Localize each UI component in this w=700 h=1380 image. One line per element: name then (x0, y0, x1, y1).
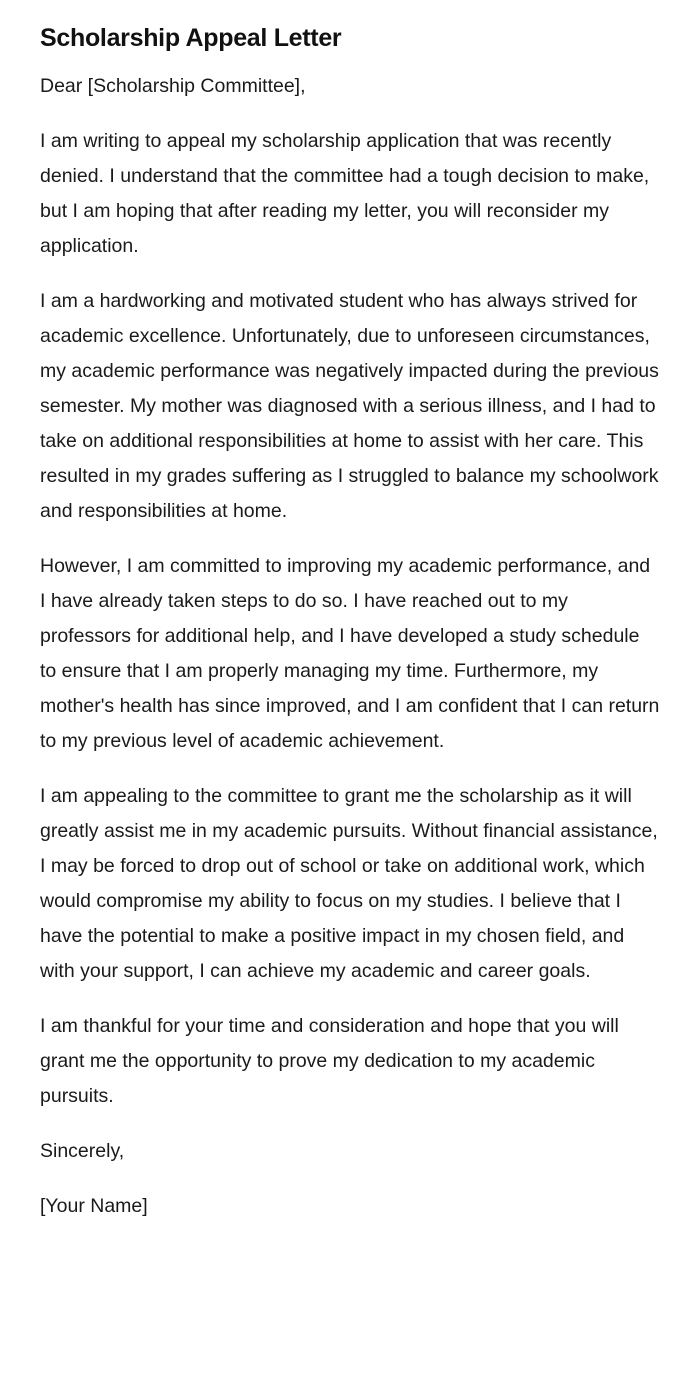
body-paragraph: I am a hardworking and motivated student who has always strived for academic excellence. Unfortunately, due to unforeseen circumstances, my academic performance was negatively impacted during the previous semester. My mother was diagnosed with a serious illness, and I had to take on additional responsibilities at home to assist with her care. This resulted in my grades suffering as I struggled to balance my schoolwork and responsibilities at home. (40, 290, 659, 522)
body-paragraph: I am thankful for your time and consideration and hope that you will grant me the opportunity to prove my dedication to my academic pursuits. (40, 1015, 619, 1107)
body-paragraph: I am writing to appeal my scholarship application that was recently denied. I understand that the committee had a tough decision to make, but I am hoping that after reading my letter, you will reconsider my application. (40, 130, 650, 257)
body-paragraph: However, I am committed to improving my academic performance, and I have already taken steps to do so. I have reached out to my professors for additional help, and I have developed a study schedule to ensure that I am properly managing my time. Furthermore, my mother's health has since improved, and I am confident that I can return to my previous level of academic achievement. (40, 555, 660, 752)
body-paragraph: I am appealing to the committee to grant me the scholarship as it will greatly assist me in my academic pursuits. Without financial assistance, I may be forced to drop out of school or take on additional work, which would compromise my ability to focus on my studies. I believe that I have the potential to make a positive impact in my chosen field, and with your support, I can achieve my academic and career goals. (40, 785, 658, 982)
closing: Sincerely, (40, 1140, 125, 1162)
page-title: Scholarship Appeal Letter (40, 24, 342, 52)
salutation: Dear [Scholarship Committee], (40, 75, 306, 97)
signature: [Your Name] (40, 1195, 148, 1217)
